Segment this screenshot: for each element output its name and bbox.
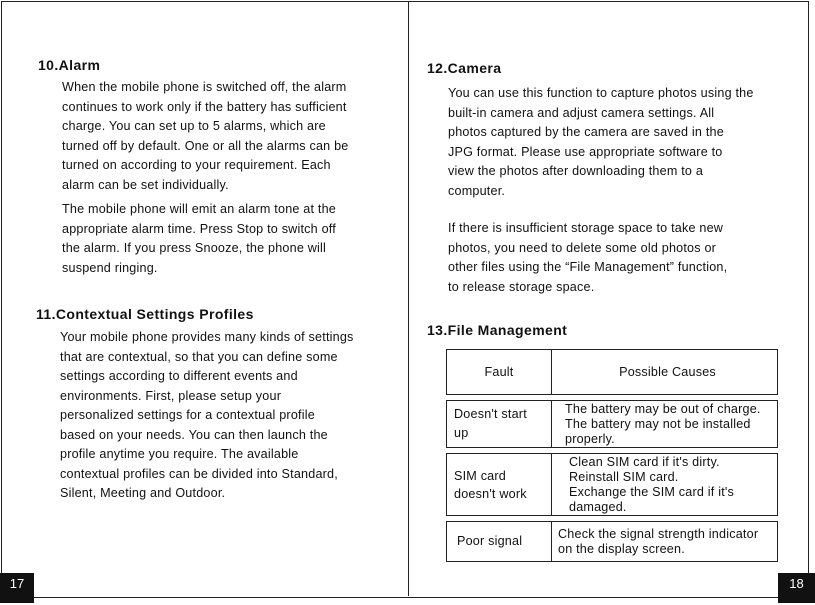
camera-heading: 12.Camera [427,60,502,76]
fault-cell: Doesn't start up [447,401,552,448]
profiles-heading: 11.Contextual Settings Profiles [36,306,254,322]
fault-cell: SIM card doesn't work [447,454,552,516]
alarm-heading: 10.Alarm [38,57,101,73]
page-number-right: 18 [778,573,815,603]
profiles-paragraph: Your mobile phone provides many kinds of settings that are contextual, so that you can define some settings according to different events and environments. First, please setup your personalized settings for a contextual profile based on your needs. You can then launch the profile anytime you require. The available contextual profiles can be divided into Standard, Silent, Meeting and Outdoor. [60,330,354,500]
table-row [447,454,778,516]
page-divider [408,2,409,596]
fault-cell: Poor signal [447,522,552,562]
causes-cell: Clean SIM card if it's dirty. Reinstall SIM card. Exchange the SIM card if it's damaged. [552,454,778,516]
camera-paragraph-1: You can use this function to capture photos using the built-in camera and adjust camera settings. All photos captured by the camera are saved in the JPG format. Please use appropriate software to view the photos after downloading them to a computer. [448,86,754,198]
file-management-heading: 13.File Management [427,322,568,338]
causes-cell: The battery may be out of charge. The battery may not be installed properly. [552,401,778,448]
fault-column-header: Fault [447,350,552,395]
table-row [447,522,778,562]
page-number-left: 17 [0,573,34,603]
alarm-paragraph-1: When the mobile phone is switched off, the alarm continues to work only if the battery has sufficient charge. You can set up to 5 alarms, which are turned off by default. One or all the alarms can be turned on according to your requirement. Each alarm can be set individually. [62,80,349,192]
camera-paragraph-2: If there is insufficient storage space to take new photos, you need to delete some old photos or other files using the “File Management” function, to release storage space. [448,221,728,294]
table-header-row [447,350,778,395]
fault-table [446,349,778,562]
alarm-paragraph-2: The mobile phone will emit an alarm tone at the appropriate alarm time. Press Stop to switch off the alarm. If you press Snooze, the phone will suspend ringing. [62,202,337,275]
table-row [447,401,778,448]
causes-cell: Check the signal strength indicator on the display screen. [552,522,778,562]
causes-column-header: Possible Causes [552,350,778,395]
